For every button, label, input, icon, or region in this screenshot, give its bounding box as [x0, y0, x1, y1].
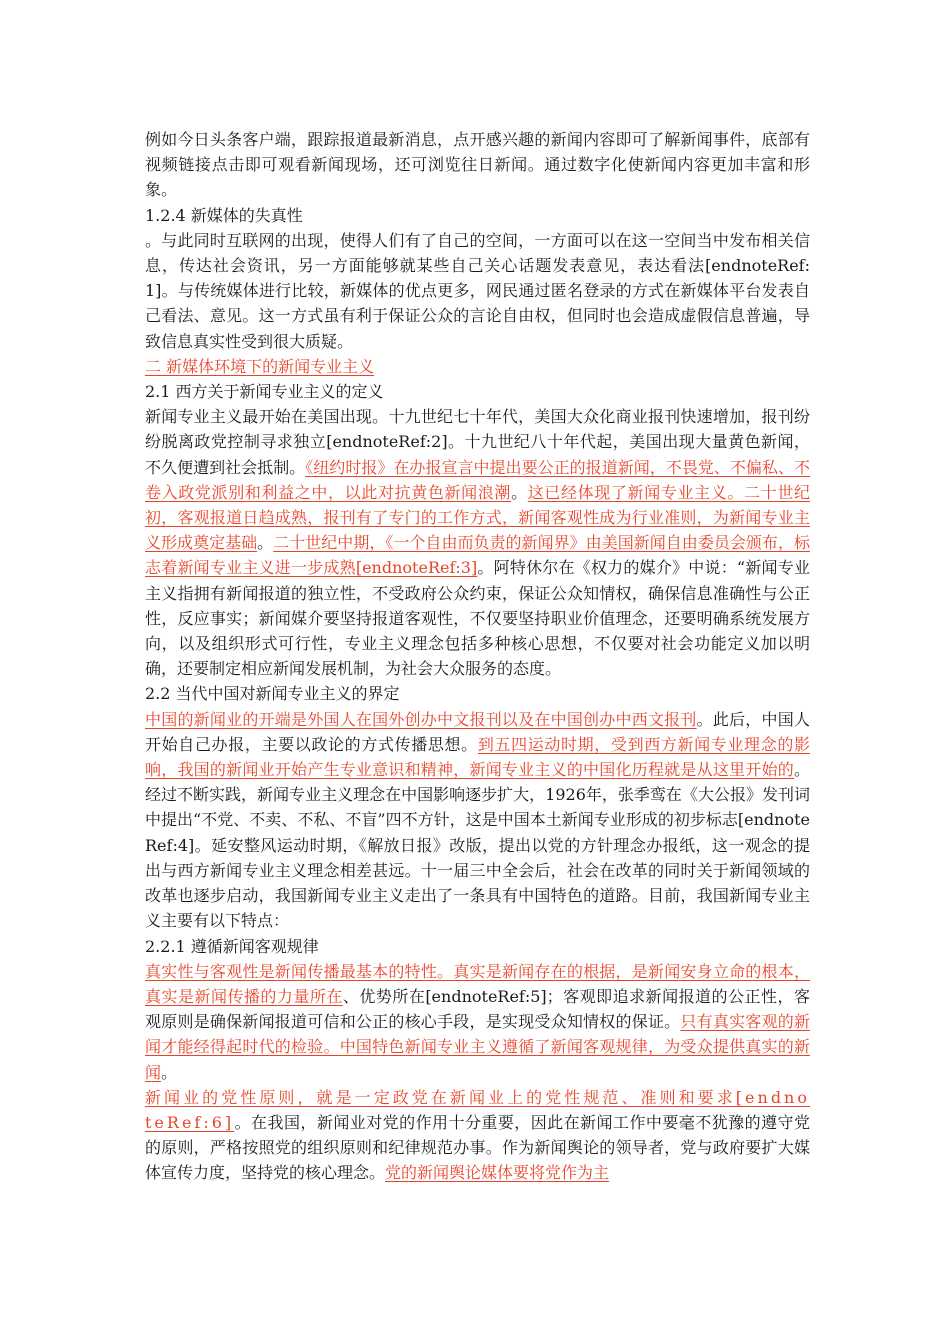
text-run: 。此后，中国人开始自己办报，主要以政论的方式传播思想。	[145, 709, 810, 754]
text-run: 。在我国，新闻业对党的作用十分重要，因此在新闻工作中要毫不犹豫的遵守党的原则，严格按照党的组织原则和纪律规范办事。作为新闻舆论的领导者，党与政府要扩大媒体宣传力度，坚持党的核心理念。	[145, 1112, 810, 1183]
paragraph-objective-law	[145, 959, 810, 1085]
paragraph-party-principle	[145, 1085, 810, 1186]
text-run: 。	[161, 1062, 178, 1082]
highlighted-text: 二十世纪初，客观报道日趋成熟，报刊有了专门的工作方式，新闻客观性成为行业准则，为新闻专业主义形成奠定基础	[145, 482, 810, 553]
highlighted-text: 《纽约时报》在办报宣言中提出要公正的报道新闻，不畏党、不偏私、不卷入政党派别和利益之中，以此对抗黄色新闻浪潮	[145, 457, 810, 502]
highlighted-text: 这已经体现了新闻专业主义。	[527, 482, 745, 502]
heading-2-2: 2.2 当代中国对新闻专业主义的界定	[145, 684, 400, 704]
text-run: 。经过不断实践，新闻专业主义理念在中国影响逐步扩大，1926年，张季鸾在《大公报》发刊词中提出“不党、不卖、不私、不盲”四不方针，这是中国本土新闻专业形成的初步标志[endnoteRef:4]。延安整风运动时期，《解放日报》改版，提出以党的方针理念办报纸，这一观念的提出与西方新闻专业主义理念相差甚远。十一届三中全会后，社会在改革的同时关于新闻领域的改革也逐步启动，我国新闻专业主义走出了一条具有中国特色的道路。目前，我国新闻专业主义主要有以下特点：	[145, 760, 810, 931]
highlighted-text: 到五四运动时期，受到西方新闻专业理念的影响，我国的新闻业开始产生专业意识和精神，新闻专业主义的中国化历程就是从这里开始的	[145, 734, 810, 780]
highlighted-text: 只有真实客观的新闻才能经得起时代的检验。中国特色新闻专业主义遵循了新闻客观规律，为受众提供真实的新闻	[145, 1012, 810, 1082]
highlighted-text: 真实性与客观性是新闻传播最基本的特性。真实是新闻存在的根据，是新闻安身立命的根本，真实是新闻传播的力量所在	[145, 961, 810, 1006]
heading-2-2-1: 2.2.1 遵循新闻客观规律	[145, 936, 319, 956]
heading-section-2-text: 二 新媒体环境下的新闻专业主义	[145, 356, 375, 376]
heading-1-2-4: 1.2.4 新媒体的失真性	[145, 205, 303, 225]
text-run: 。阿特休尔在《权力的媒介》中说：“新闻专业主义指拥有新闻报道的独立性，不受政府公众约束，保证公众知情权，确保信息准确性与公正性，反应事实；新闻媒介要坚持报道客观性，不仅要坚持职业价值理念，还要明确系统发展方向，以及组织形式可行性，专业主义理念包括多种核心思想，不仅要对社会功能定义加以明确，还要制定相应新闻发展机制，为社会大众服务的态度。	[145, 558, 810, 679]
highlighted-text: 新闻业的党性原则，就是一定政党在新闻业上的党性规范、准则和要求[endnoteRef:6]	[145, 1087, 810, 1132]
paragraph-western-definition	[145, 404, 810, 681]
highlighted-text: 二十世纪中期，《一个自由而负责的新闻界》由美国新闻自由委员会颁布，标志着新闻专业主义进一步成熟[endnoteRef:3]	[145, 533, 810, 578]
text-run: 新闻专业主义最开始在美国出现。十九世纪七十年代，美国大众化商业报刊快速增加，报刊纷纷脱离政党控制寻求独立[endnoteRef:2]。十九世纪八十年代起，美国出现大量黄色新闻，不久便遭到社会抵制。	[145, 407, 810, 477]
text-run: 、优势所在[endnoteRef:5]；客观即追求新闻报道的公正性，客观原则是确保新闻报道可信和公正的核心手段，是实现受众知情权的保证。	[145, 986, 810, 1032]
paragraph-intro: 例如今日头条客户端，跟踪报道最新消息，点开感兴趣的新闻内容即可了解新闻事件，底部有视频链接点击即可观看新闻现场，还可浏览往日新闻。通过数字化使新闻内容更加丰富和形象。	[145, 130, 810, 200]
highlighted-text: 中国的新闻业的开端是外国人在国外创办中文报刊以及在中国创办中西文报刊	[145, 709, 697, 729]
heading-2-1: 2.1 西方关于新闻专业主义的定义	[145, 382, 384, 402]
text-run: 。	[511, 482, 528, 502]
heading-section-2	[145, 354, 810, 379]
text-run: 。	[257, 533, 274, 553]
highlighted-text: 党的新闻舆论媒体要将党作为主	[385, 1163, 610, 1183]
paragraph-china-definition	[145, 707, 810, 934]
paragraph-distortion: 。与此同时互联网的出现，使得人们有了自己的空间，一方面可以在这一空间当中发布相关信息，传达社会资讯，另一方面能够就某些自己关心话题发表意见，表达看法[endnoteRef:1]。与传统媒体进行比较，新媒体的优点更多，网民通过匿名登录的方式在新媒体平台发表自己看法、意见。这一方式虽有利于保证公众的言论自由权，但同时也会造成虚假信息普遍，导致信息真实性受到很大质疑。	[145, 230, 810, 351]
